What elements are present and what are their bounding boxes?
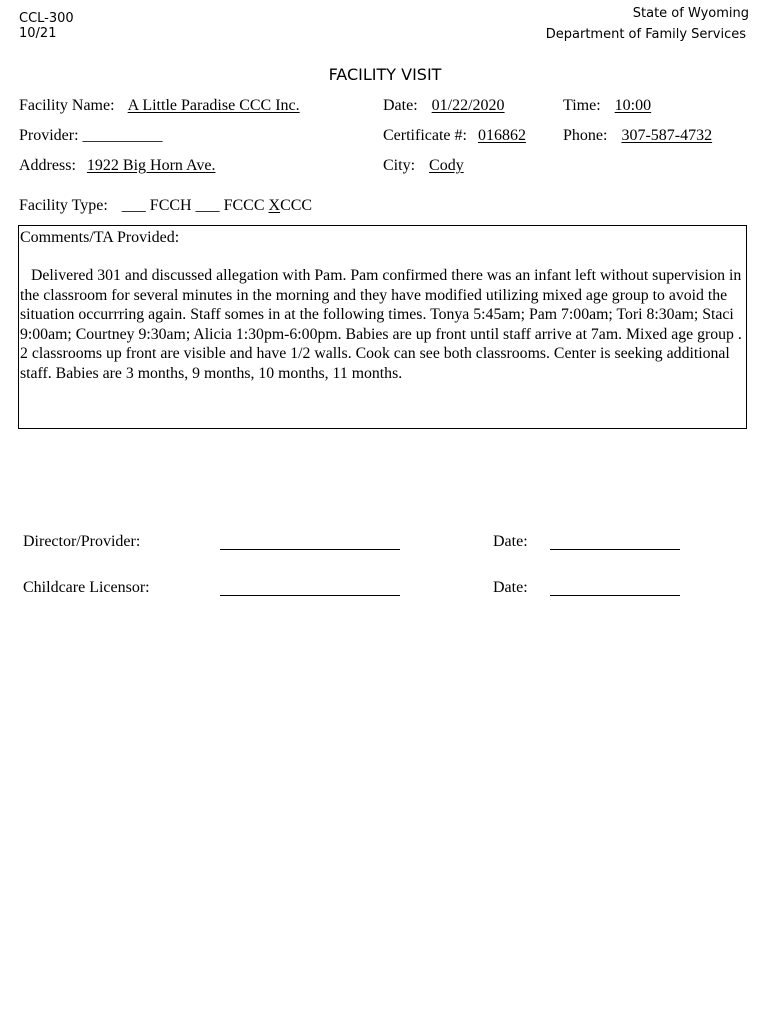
phone-row: [563, 126, 712, 146]
provider-label: Provider:: [19, 127, 79, 144]
facility-name-value: A Little Paradise CCC Inc.: [127, 97, 300, 114]
director-date-line[interactable]: [550, 549, 680, 550]
city-value: Cody: [429, 157, 464, 174]
director-label: Director/Provider:: [23, 533, 141, 550]
certificate-value: 016862: [477, 127, 526, 144]
licensor-date-label: Date:: [493, 579, 528, 596]
address-value: 1922 Big Horn Ave.: [86, 157, 216, 174]
time-row: [563, 96, 651, 116]
facility-name-row: [19, 96, 300, 116]
date-value: 01/22/2020: [431, 97, 505, 114]
certificate-row: [383, 126, 526, 146]
ccc-checkmark: X: [268, 197, 281, 214]
director-date-label: Date:: [493, 533, 528, 550]
agency-state: State of Wyoming: [632, 6, 749, 21]
agency-department: Department of Family Services: [545, 27, 746, 42]
fccc-option: FCCC: [223, 197, 265, 214]
licensor-signature-line[interactable]: [220, 595, 400, 596]
time-label: Time:: [563, 97, 601, 114]
comments-box: [18, 225, 747, 429]
form-code: CCL-300: [19, 11, 74, 26]
page-title: FACILITY VISIT: [328, 65, 442, 84]
date-label: Date:: [383, 97, 418, 114]
certificate-label: Certificate #:: [383, 127, 467, 144]
facility-type-row: [19, 196, 312, 216]
city-label: City:: [383, 157, 416, 174]
phone-label: Phone:: [563, 127, 608, 144]
fcch-option: FCCH: [149, 197, 192, 214]
director-signature-line[interactable]: [220, 549, 400, 550]
fccc-checkmark: ___: [195, 197, 220, 214]
comments-text-container: [20, 266, 742, 383]
provider-blank: __________: [82, 127, 163, 144]
licensor-label: Childcare Licensor:: [23, 579, 150, 596]
facility-type-label: Facility Type:: [19, 197, 108, 214]
ccc-option: CCC: [280, 197, 313, 214]
facility-name-label: Facility Name:: [19, 97, 115, 114]
address-row: [19, 156, 215, 176]
comments-text: Delivered 301 and discussed allegation with Pam. Pam confirmed there was an infant left without supervision in the classroom for several minutes in the morning and they have modified utilizing mixed age group to avoid the situation occurrring again. Staff somes in at the following times. Tonya 5:45am; Pam 7:00am; Tori 8:30am; Staci 9:00am; Courtney 9:30am; Alicia 1:30pm-6:00pm. Babies are up front until staff arrive at 7am. Mixed age group . 2 classrooms up front are visible and have 1/2 walls. Cook can see both classrooms. Center is seeking additional staff. Babies are 3 months, 9 months, 10 months, 11 months.: [20, 267, 742, 382]
form-revision-date: 10/21: [19, 26, 57, 41]
city-row: [383, 156, 464, 176]
licensor-date-line[interactable]: [550, 595, 680, 596]
comments-label: Comments/TA Provided:: [20, 229, 180, 246]
date-row: [383, 96, 505, 116]
phone-value: 307-587-4732: [621, 127, 713, 144]
address-label: Address:: [19, 157, 76, 174]
fcch-checkmark: ___: [121, 197, 146, 214]
time-value: 10:00: [614, 97, 652, 114]
provider-row: [19, 126, 163, 146]
